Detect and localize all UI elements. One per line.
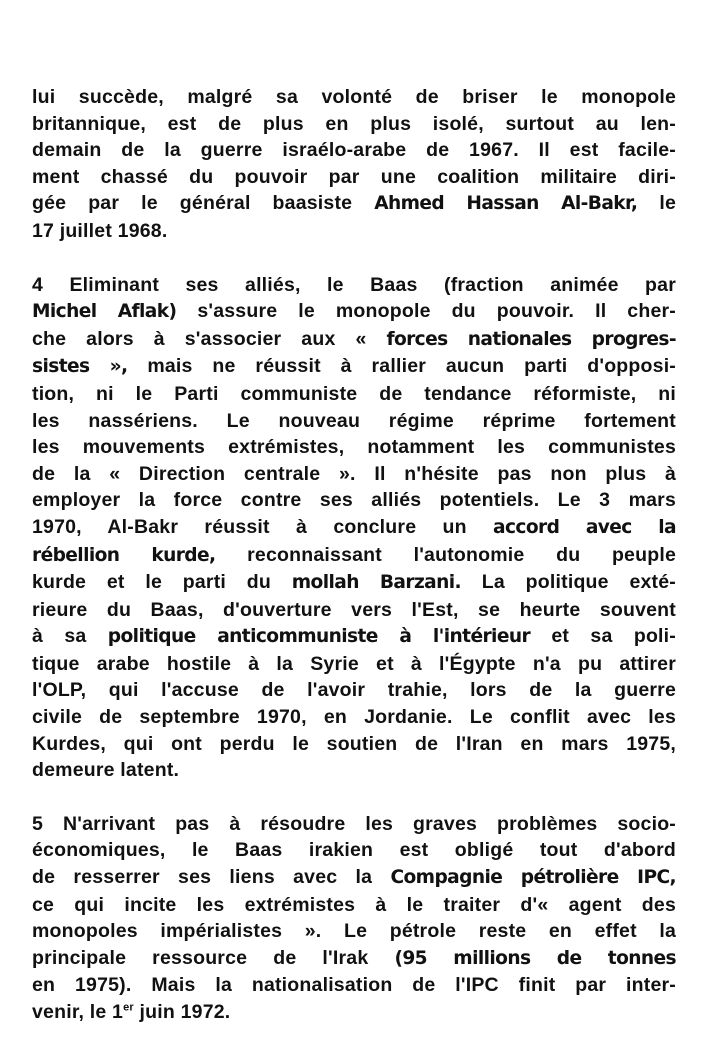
text-run: civile de septembre 1970, en Jordanie. Le conflit avec les [32, 706, 676, 729]
text-run: rieure du Baas, d'ouverture vers l'Est, se heurte souvent [32, 598, 676, 621]
text-line [32, 111, 676, 138]
document-page [32, 84, 676, 1053]
text-line [32, 623, 676, 651]
text-line [32, 542, 676, 570]
text-run: monopoles impérialistes ». Le pétrole reste en effet la [32, 920, 676, 943]
text-line [32, 487, 676, 514]
emphasis-text: accord avec la [493, 516, 676, 538]
emphasis-text: (95 millions de tonnes [394, 947, 676, 969]
text-line [32, 353, 676, 381]
paragraph-4 [32, 272, 676, 784]
emphasis-text: Ahmed Hassan Al-Bakr, [374, 193, 638, 215]
paragraph-5 [32, 811, 676, 1026]
text-run: et sa poli- [530, 625, 676, 648]
text-line [32, 218, 676, 245]
text-line [32, 999, 676, 1026]
text-run: reconnaissant l'autonomie du peuple [215, 543, 676, 566]
text-line [32, 837, 676, 864]
text-run: principale ressource de l'Irak [32, 946, 395, 969]
text-run: employer la force contre ses alliés potentiels. Le 3 mars [32, 489, 676, 512]
emphasis-text: politique anticommuniste à l'intérieur [107, 626, 531, 648]
text-line [32, 326, 676, 354]
text-line [32, 945, 676, 973]
emphasis-text: Compagnie pétrolière IPC, [390, 867, 676, 889]
text-line [32, 408, 676, 435]
emphasis-text: forces nationales progres- [386, 328, 676, 350]
text-line [32, 381, 676, 408]
text-run: économiques, le Baas irakien est obligé tout d'abord [32, 839, 676, 862]
text-line [32, 597, 676, 624]
text-run: demeure latent. [32, 759, 180, 782]
text-run: 1970, Al-Bakr réussit à conclure un [32, 515, 494, 538]
text-run: ce qui incite les extrémistes à le traiter d'« agent des [32, 893, 676, 916]
text-run: che alors à s'associer aux « [32, 327, 387, 350]
text-line [32, 84, 676, 111]
text-run: demain de la guerre israélo-arabe de 1967. Il est facile- [32, 139, 676, 162]
text-run: La politique exté- [461, 571, 676, 594]
text-run: britannique, est de plus en plus isolé, surtout au len- [32, 112, 676, 135]
text-line [32, 972, 676, 999]
text-run: mais ne réussit à rallier aucun parti d'opposi- [127, 355, 677, 378]
text-run: 17 juillet 1968. [32, 219, 168, 242]
text-line [32, 434, 676, 461]
superscript: er [123, 1001, 134, 1014]
text-run: à sa [32, 625, 108, 648]
text-run: s'assure le monopole du pouvoir. Il cher- [176, 300, 676, 323]
text-run: ment chassé du pouvoir par une coalition militaire diri- [32, 165, 676, 188]
text-line [32, 731, 676, 758]
text-line [32, 298, 676, 326]
text-run: gée par le général baasiste [32, 192, 375, 215]
text-run: tion, ni le Parti communiste de tendance réformiste, ni [32, 382, 676, 405]
text-line [32, 704, 676, 731]
emphasis-text: sistes », [32, 356, 128, 378]
emphasis-text: Michel Aflak) [32, 301, 177, 323]
text-line [32, 677, 676, 704]
text-run: de la « Direction centrale ». Il n'hésite pas non plus à [32, 462, 676, 485]
text-line [32, 757, 676, 784]
text-line [32, 864, 676, 892]
text-line [32, 569, 676, 597]
text-line [32, 892, 676, 919]
text-run: juin 1972. [133, 1001, 231, 1023]
text-line [32, 918, 676, 945]
emphasis-text: rébellion kurde, [32, 544, 216, 566]
emphasis-text: mollah Barzani. [291, 572, 461, 594]
text-run: en 1975). Mais la nationalisation de l'IPC finit par inter- [32, 974, 676, 997]
text-run: venir, le 1 [32, 1001, 124, 1023]
text-run: lui succède, malgré sa volonté de briser le monopole [32, 86, 676, 108]
text-line [32, 514, 676, 542]
text-run: tique arabe hostile à la Syrie et à l'Égypte n'a pu attirer [32, 652, 676, 675]
text-line [32, 190, 676, 218]
text-line [32, 651, 676, 678]
text-run: les mouvements extrémistes, notamment les communistes [32, 436, 676, 459]
text-run: de resserrer ses liens avec la [32, 866, 391, 889]
text-run: 5 N'arrivant pas à résoudre les graves problèmes socio- [32, 812, 676, 835]
text-run: 4 Eliminant ses alliés, le Baas (fraction animée par [32, 273, 676, 296]
text-run: Kurdes, qui ont perdu le soutien de l'Iran en mars 1975, [32, 732, 676, 755]
paragraph-3-end [32, 84, 676, 245]
text-run: l'OLP, qui l'accuse de l'avoir trahie, lors de la guerre [32, 679, 676, 702]
text-line [32, 461, 676, 488]
text-line [32, 164, 676, 191]
text-line [32, 272, 676, 299]
text-run: le [637, 192, 677, 215]
text-line [32, 137, 676, 164]
text-run: les nassériens. Le nouveau régime réprime fortement [32, 409, 676, 432]
text-run: kurde et le parti du [32, 571, 292, 594]
text-line [32, 811, 676, 838]
